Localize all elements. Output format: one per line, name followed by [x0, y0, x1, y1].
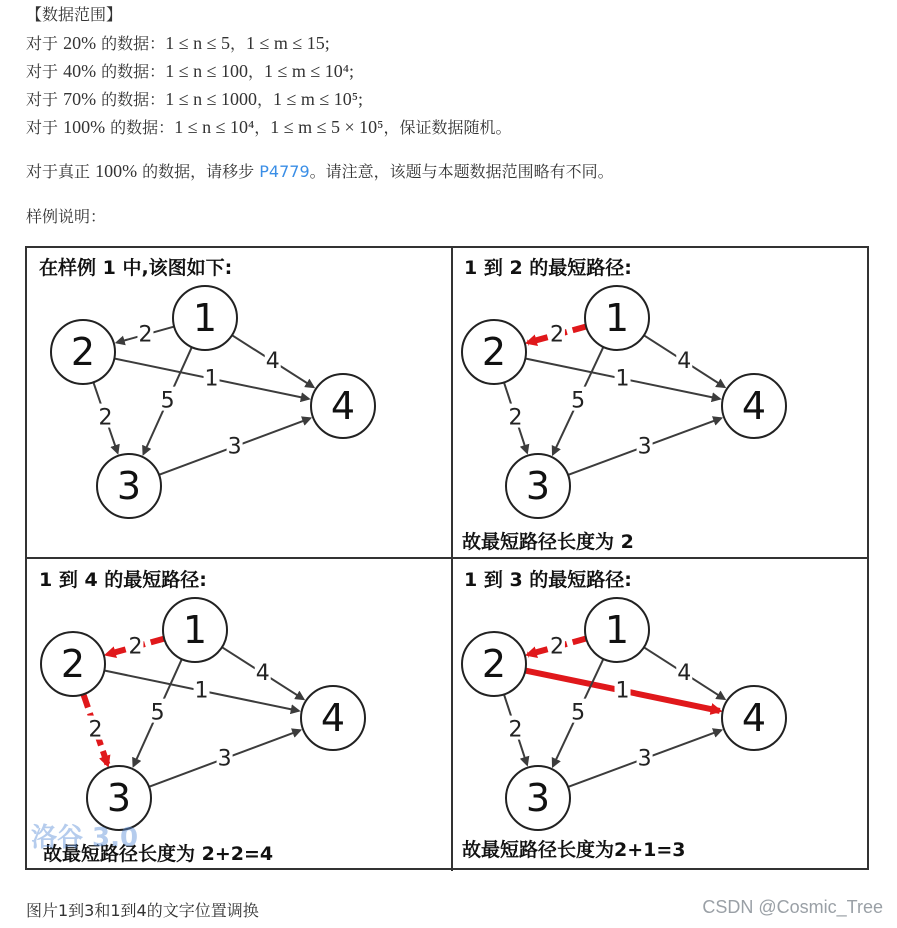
row-suffix: ;	[324, 33, 330, 53]
row-percent: 70%	[63, 89, 97, 109]
edge-weight-label: 4	[677, 661, 692, 687]
edge-weight-label: 4	[677, 349, 692, 375]
panel-title: 在样例 1 中,该图如下:	[39, 257, 233, 279]
row-constraint-n: 1 ≤ n ≤ 100	[165, 61, 248, 81]
edge-weight-label: 3	[217, 746, 232, 772]
node-label: 3	[525, 464, 551, 508]
edge-weight-label: 5	[150, 700, 165, 726]
row-percent: 40%	[63, 61, 97, 81]
edge-weight-label: 5	[571, 388, 586, 414]
row-suffix: ，保证数据随机。	[383, 118, 512, 137]
edge-weight-label: 1	[204, 366, 219, 392]
row-sep: ，	[247, 62, 264, 81]
node-label: 1	[604, 296, 630, 340]
row-percent: 20%	[63, 33, 97, 53]
note-mid: 的数据，请移步	[137, 162, 260, 181]
edge-weight-label: 2	[138, 322, 153, 348]
note-line	[26, 160, 614, 183]
edge-weight-label: 2	[549, 634, 564, 660]
row-mid: 的数据：	[96, 34, 166, 53]
edge-weight-label: 3	[637, 746, 652, 772]
row-prefix: 对于	[26, 34, 64, 53]
row-sep: ，	[256, 90, 273, 109]
panel-footer: 故最短路径长度为2+1=3	[462, 839, 686, 861]
data-range-row	[26, 32, 330, 55]
sample-heading: 样例说明：	[26, 207, 107, 226]
edge-weight-label: 3	[227, 434, 242, 460]
edge-weight-label: 2	[128, 634, 143, 660]
node-label: 2	[481, 330, 507, 374]
node-label: 2	[481, 642, 507, 686]
node-label: 2	[60, 642, 86, 686]
node-label: 1	[604, 608, 630, 652]
data-range-row	[26, 60, 354, 83]
node-label: 3	[116, 464, 142, 508]
data-range-row	[26, 116, 511, 139]
note-percent: 100%	[95, 161, 138, 181]
panel-footer: 故最短路径长度为 2+2=4	[43, 843, 274, 865]
edge-weight-label: 5	[160, 388, 175, 414]
node-label: 2	[70, 330, 96, 374]
row-prefix: 对于	[26, 90, 64, 109]
note-prefix: 对于真正	[26, 162, 96, 181]
panel-footer: 故最短路径长度为 2	[462, 531, 634, 553]
row-sep: ，	[229, 34, 246, 53]
row-constraint-m: 1 ≤ m ≤ 15	[245, 33, 325, 53]
panel-title: 1 到 2 的最短路径:	[464, 257, 632, 279]
csdn-watermark: CSDN @Cosmic_Tree	[702, 897, 883, 917]
node-label: 4	[741, 696, 767, 740]
node-label: 1	[192, 296, 218, 340]
edge-weight-label: 1	[615, 366, 630, 392]
row-constraint-m: 1 ≤ m ≤ 5 × 10⁵	[270, 117, 384, 137]
sample-figure	[25, 246, 869, 871]
node-label: 3	[525, 776, 551, 820]
edge-weight-label: 4	[255, 661, 270, 687]
node-label: 3	[106, 776, 132, 820]
edge-weight-label: 3	[637, 434, 652, 460]
row-constraint-n: 1 ≤ n ≤ 10⁴	[174, 117, 255, 137]
node-label: 4	[741, 384, 767, 428]
note-suffix: 。请注意，该题与本题数据范围略有不同。	[309, 162, 614, 181]
edge-weight-label: 2	[549, 322, 564, 348]
problem-link[interactable]: P4779	[259, 162, 310, 181]
row-constraint-m: 1 ≤ m ≤ 10⁴	[263, 61, 350, 81]
edge-weight-label: 2	[98, 405, 113, 431]
row-suffix: ;	[358, 89, 364, 109]
edge-weight-label: 2	[88, 717, 103, 743]
row-prefix: 对于	[26, 118, 64, 137]
node-label: 4	[330, 384, 356, 428]
node-label: 1	[182, 608, 208, 652]
image-caption: 图片1到3和1到4的文字位置调换	[26, 901, 259, 920]
row-constraint-m: 1 ≤ m ≤ 10⁵	[272, 89, 359, 109]
data-range-heading: 【数据范围】	[26, 5, 123, 24]
edge-weight-label: 1	[194, 678, 209, 704]
row-constraint-n: 1 ≤ n ≤ 5	[165, 33, 230, 53]
edge-weight-label: 2	[508, 405, 523, 431]
node-label: 4	[320, 696, 346, 740]
edge-weight-label: 2	[508, 717, 523, 743]
edge-weight-label: 5	[571, 700, 586, 726]
row-sep: ，	[254, 118, 271, 137]
panel-title: 1 到 3 的最短路径:	[464, 569, 632, 591]
row-constraint-n: 1 ≤ n ≤ 1000	[165, 89, 257, 109]
row-prefix: 对于	[26, 62, 64, 81]
data-range-row	[26, 88, 363, 111]
edge-weight-label: 4	[265, 349, 280, 375]
row-mid: 的数据：	[96, 62, 166, 81]
panel-title: 1 到 4 的最短路径:	[39, 569, 207, 591]
row-percent: 100%	[63, 117, 106, 137]
row-suffix: ;	[349, 61, 355, 81]
row-mid: 的数据：	[105, 118, 175, 137]
row-mid: 的数据：	[96, 90, 166, 109]
edge-weight-label: 1	[615, 678, 630, 704]
luogu-logo-watermark: 洛谷 3.0	[31, 823, 139, 853]
